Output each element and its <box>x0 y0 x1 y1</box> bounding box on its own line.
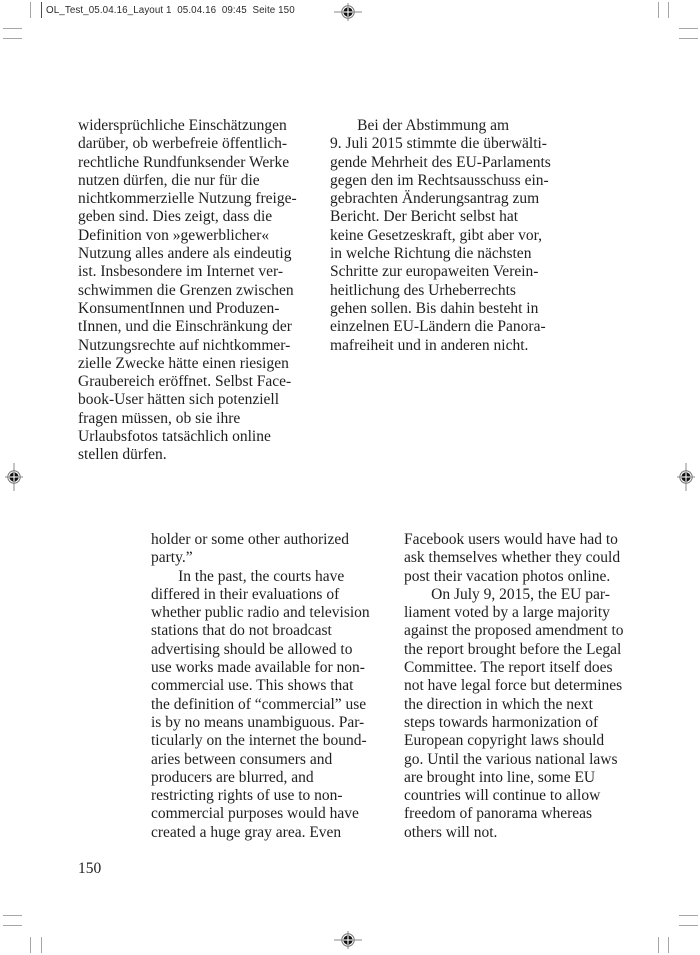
text-line: gehen sollen. Bis dahin besteht in <box>330 299 539 317</box>
text-line: steps towards harmonization of <box>404 713 599 731</box>
crop-mark <box>3 28 22 29</box>
crop-mark <box>668 937 669 953</box>
english-column-1 <box>151 531 403 842</box>
text-line: post their vacation photos online. <box>404 567 611 585</box>
text-line: widersprüchliche Einschätzungen <box>78 117 287 134</box>
text-line: stellen dürfen. <box>78 446 167 464</box>
text-line: Nutzungsrechte auf nichtkommer- <box>78 336 291 354</box>
registration-mark-icon <box>334 0 362 26</box>
text-line: commercial purposes would have <box>151 805 359 823</box>
crop-mark <box>41 937 42 953</box>
text-line: schwimmen die Grenzen zwischen <box>78 281 294 299</box>
text-line: geben sind. Dies zeigt, dass die <box>78 208 273 226</box>
text-line: nutzen dürfen, die nur für die <box>78 171 260 189</box>
text-line: Schritte zur europaweiten Verein- <box>330 263 539 281</box>
text-line: liament voted by a large majority <box>404 604 610 622</box>
crop-mark <box>658 2 659 18</box>
slug-line: OL_Test_05.04.16_Layout 1 05.04.16 09:45 Seite 150 <box>46 5 295 16</box>
text-line: others will not. <box>404 823 498 841</box>
text-line: not have legal force but determines <box>404 677 623 695</box>
crop-mark <box>3 38 22 39</box>
text-line: Facebook users would have had to <box>404 531 618 548</box>
text-line: darüber, ob werbefreie öffentlich- <box>78 135 288 153</box>
text-line: Definition von »gewerblicher« <box>78 226 270 244</box>
text-line: nichtkommerzielle Nutzung freige- <box>78 190 297 208</box>
text-line: ist. Insbesondere im Internet ver- <box>78 263 283 281</box>
text-line: fragen müssen, ob sie ihre <box>78 409 241 427</box>
text-line: in welche Richtung die nächsten <box>330 245 532 263</box>
text-line: gegen den im Rechtsausschuss ein- <box>330 171 549 189</box>
text-line: mafreiheit und in anderen nicht. <box>330 336 529 354</box>
text-line: the report brought before the Legal <box>404 640 622 658</box>
registration-mark-icon <box>672 463 700 491</box>
german-column-2 <box>330 117 588 355</box>
text-line: gebrachten Änderungsantrag zum <box>330 190 540 208</box>
crop-mark <box>3 915 22 916</box>
text-line: book-User hätten sich potenziell <box>78 391 280 409</box>
text-line: the definition of “commercial” use <box>151 695 367 713</box>
text-line: holder or some other authorized <box>151 531 349 548</box>
text-line: Committee. The report itself does <box>404 659 613 677</box>
text-line: Graubereich eröffnet. Selbst Face- <box>78 373 292 391</box>
german-column-1 <box>78 117 330 465</box>
text-line: ticularly on the internet the bound- <box>151 732 367 750</box>
registration-mark-icon <box>334 926 362 954</box>
crop-mark <box>679 925 698 926</box>
page-number: 150 <box>78 860 102 877</box>
text-line: In the past, the courts have <box>151 567 345 585</box>
crop-mark <box>41 2 42 18</box>
text-line: freedom of panorama whereas <box>404 805 593 823</box>
text-line: zielle Zwecke hätte einen riesigen <box>78 354 289 372</box>
crop-mark <box>679 915 698 916</box>
text-line: KonsumentInnen und Produzen- <box>78 299 280 317</box>
crop-mark <box>668 2 669 18</box>
text-line: On July 9, 2015, the EU par- <box>404 585 610 603</box>
text-line: tInnen, und die Einschränkung der <box>78 318 292 336</box>
text-line: keine Gesetzeskraft, gibt aber vor, <box>330 226 542 244</box>
text-line: go. Until the various national laws <box>404 750 618 768</box>
text-line: whether public radio and television <box>151 604 370 622</box>
text-line: einzelnen EU-Ländern die Panora- <box>330 318 546 336</box>
text-line: is by no means unambiguous. Par- <box>151 713 365 731</box>
crop-mark <box>679 28 698 29</box>
registration-mark-icon <box>0 463 28 491</box>
text-line: rechtliche Rundfunksender Werke <box>78 153 290 171</box>
text-line: party.” <box>151 549 193 567</box>
crop-mark <box>679 38 698 39</box>
text-line: ask themselves whether they could <box>404 549 621 567</box>
text-line: Nutzung alles andere als eindeutig <box>78 245 292 263</box>
text-line: commercial use. This shows that <box>151 677 354 695</box>
text-line: restricting rights of use to non- <box>151 787 343 805</box>
text-line: the direction in which the next <box>404 695 593 713</box>
english-column-2 <box>404 531 662 842</box>
text-line: countries will continue to allow <box>404 787 601 805</box>
text-line: stations that do not broadcast <box>151 622 332 640</box>
text-line: are brought into line, some EU <box>404 768 596 786</box>
text-line: European copyright laws should <box>404 732 605 750</box>
text-line: Bei der Abstimmung am <box>330 117 510 134</box>
text-line: Urlaubsfotos tatsächlich online <box>78 428 271 446</box>
text-line: created a huge gray area. Even <box>151 823 342 841</box>
text-line: differed in their evaluations of <box>151 585 340 603</box>
text-line: gende Mehrheit des EU-Parlaments <box>330 153 551 171</box>
crop-mark <box>3 925 22 926</box>
text-line: advertising should be allowed to <box>151 640 353 658</box>
text-line: use works made available for non- <box>151 659 365 677</box>
crop-mark <box>30 2 31 18</box>
text-line: aries between consumers and <box>151 750 333 768</box>
text-line: producers are blurred, and <box>151 768 314 786</box>
text-line: Bericht. Der Bericht selbst hat <box>330 208 519 226</box>
text-line: heitlichung des Urheberrechts <box>330 281 516 299</box>
text-line: against the proposed amendment to <box>404 622 624 640</box>
crop-mark <box>30 937 31 953</box>
crop-mark <box>658 937 659 953</box>
text-line: 9. Juli 2015 stimmte die überwälti- <box>330 135 547 153</box>
